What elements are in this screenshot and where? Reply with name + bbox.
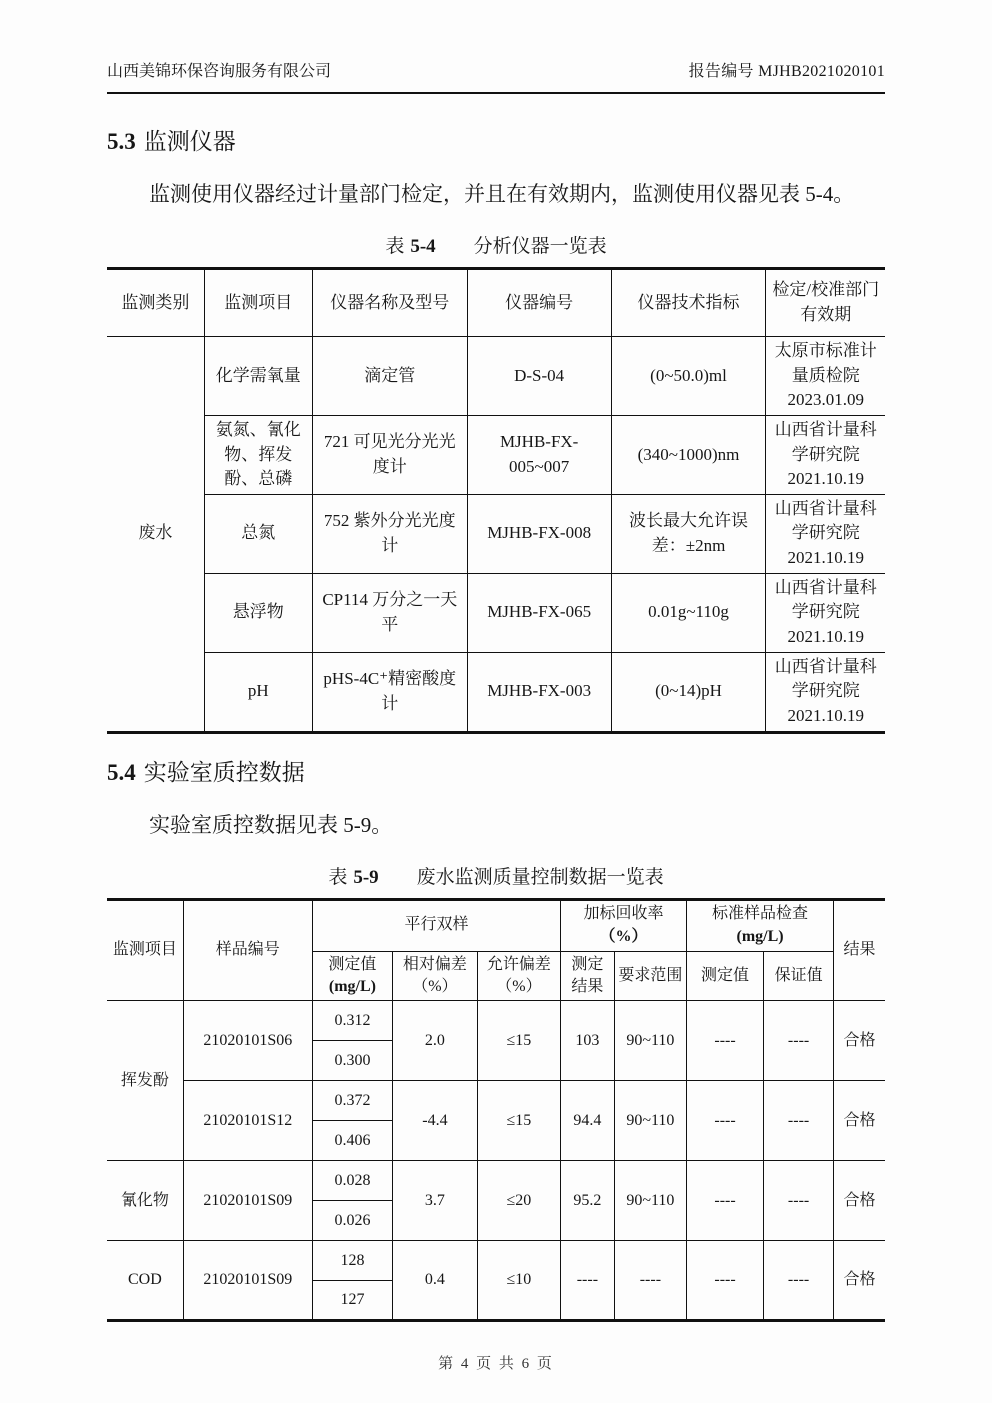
measured-value-cell: 0.406 xyxy=(312,1121,392,1161)
measured-value-cell: 0.028 xyxy=(312,1161,392,1201)
code-cell: MJHB-FX-008 xyxy=(467,494,611,573)
std-guaranteed-cell: ---- xyxy=(764,1161,834,1241)
dept-name: 山西省计量科学研究院 xyxy=(774,498,877,543)
measured-unit: (mg/L) xyxy=(328,978,376,995)
qc-data-table xyxy=(107,898,885,1323)
section-5-3-paragraph: 监测使用仪器经过计量部门检定，并且在有效期内，监测使用仪器见表 5-4。 xyxy=(149,182,855,206)
spike-range-cell: 90~110 xyxy=(614,1081,686,1161)
header-standard-sample xyxy=(687,899,834,951)
sample-id-cell: 21020101S12 xyxy=(183,1081,312,1161)
result-cell: 合格 xyxy=(834,1161,885,1241)
code-cell: MJHB-FX-003 xyxy=(467,652,611,732)
report-number: 报告编号 MJHB2021020101 xyxy=(688,63,885,80)
valid-date: 2021.10.19 xyxy=(787,469,864,489)
category-cell: 废水 xyxy=(107,337,204,733)
table-row xyxy=(107,573,885,652)
spike-result-cell: 95.2 xyxy=(561,1161,615,1241)
sample-id-cell: 21020101S06 xyxy=(183,1001,312,1081)
header-std-measured: 测定值 xyxy=(687,951,764,1001)
allowed-deviation-cell: ≤10 xyxy=(477,1241,560,1321)
spike-range-cell: ---- xyxy=(614,1241,686,1321)
valid-date: 2021.10.19 xyxy=(787,705,864,725)
relative-deviation-cell: -4.4 xyxy=(393,1081,478,1161)
section-title: 监测仪器 xyxy=(143,129,236,154)
header-spec: 仪器技术指标 xyxy=(611,269,766,337)
item-cell: 总氮 xyxy=(204,494,312,573)
section-5-4-heading xyxy=(107,754,885,787)
dept-cell xyxy=(766,337,885,416)
code-cell: MJHB-FX-005~007 xyxy=(467,415,611,494)
company-name: 山西美锦环保咨询服务有限公司 xyxy=(107,63,332,80)
instruments-table xyxy=(107,267,885,734)
caption-number: 5-9 xyxy=(353,866,379,888)
caption-title: 废水监测质量控制数据一览表 xyxy=(416,866,664,888)
spec-cell: (0~50.0)ml xyxy=(611,337,766,416)
measured-value-cell: 128 xyxy=(312,1241,392,1281)
std-measured-cell: ---- xyxy=(687,1161,764,1241)
item-cell: pH xyxy=(204,652,312,732)
header-item: 监测项目 xyxy=(204,269,312,337)
instrument-cell: pHS-4C⁺精密酸度计 xyxy=(312,652,467,732)
std-guaranteed-cell: ---- xyxy=(764,1081,834,1161)
instrument-cell: 滴定管 xyxy=(312,337,467,416)
valid-date: 2021.10.19 xyxy=(787,627,864,647)
relative-deviation-cell: 0.4 xyxy=(393,1241,478,1321)
table-row xyxy=(107,1001,885,1041)
section-number: 5.3 xyxy=(107,129,136,154)
table-row xyxy=(107,1161,885,1201)
relative-deviation-cell: 3.7 xyxy=(393,1161,478,1241)
header-allowed-deviation: 允许偏差（%） xyxy=(477,951,560,1001)
header-result: 结果 xyxy=(834,899,885,1001)
item-cell: 悬浮物 xyxy=(204,573,312,652)
section-number: 5.4 xyxy=(107,759,136,785)
dept-cell xyxy=(766,652,885,732)
measured-value-cell: 0.026 xyxy=(312,1201,392,1241)
allowed-deviation-cell: ≤15 xyxy=(477,1081,560,1161)
header-parallel-samples: 平行双样 xyxy=(312,899,560,951)
running-header xyxy=(107,0,885,94)
spike-result-cell: ---- xyxy=(561,1241,615,1321)
allowed-deviation-cell: ≤20 xyxy=(477,1161,560,1241)
measured-value-cell: 0.372 xyxy=(312,1081,392,1121)
valid-date: 2023.01.09 xyxy=(787,390,864,410)
allowed-deviation-cell: ≤15 xyxy=(477,1001,560,1081)
header-item: 监测项目 xyxy=(107,899,183,1001)
spike-label: 加标回收率 xyxy=(583,905,664,923)
header-category: 监测类别 xyxy=(107,269,204,337)
table-5-9-caption xyxy=(107,862,885,889)
code-cell: D-S-04 xyxy=(467,337,611,416)
dept-name: 太原市标准计量质检院 xyxy=(774,341,877,385)
sample-id-cell: 21020101S09 xyxy=(183,1161,312,1241)
header-spike-result: 测定结果 xyxy=(561,951,615,1001)
header-code: 仪器编号 xyxy=(467,269,611,337)
spike-result-cell: 94.4 xyxy=(561,1081,615,1161)
table-row xyxy=(107,652,885,732)
code-cell: MJHB-FX-065 xyxy=(467,573,611,652)
spec-cell: 波长最大允许误差：±2nm xyxy=(611,494,766,573)
header-dept: 检定/校准部门有效期 xyxy=(766,269,885,337)
std-measured-cell: ---- xyxy=(687,1081,764,1161)
caption-title: 分析仪器一览表 xyxy=(473,236,607,257)
measured-label: 测定值 xyxy=(328,955,377,973)
header-instrument: 仪器名称及型号 xyxy=(312,269,467,337)
result-cell: 合格 xyxy=(834,1081,885,1161)
std-measured-cell: ---- xyxy=(687,1001,764,1081)
section-5-3-heading xyxy=(107,123,885,156)
table-row xyxy=(107,337,885,416)
instruments-table-header-row xyxy=(107,269,885,337)
instrument-cell: 752 紫外分光光度计 xyxy=(312,494,467,573)
header-spike-range: 要求范围 xyxy=(614,951,686,1001)
spike-result-cell: 103 xyxy=(561,1001,615,1081)
dept-cell xyxy=(766,573,885,652)
dept-cell xyxy=(766,415,885,494)
item-cell: 挥发酚 xyxy=(107,1001,183,1161)
section-5-4-paragraph: 实验室质控数据见表 5-9。 xyxy=(149,812,393,837)
caption-number: 5-4 xyxy=(410,236,436,257)
instrument-cell: CP114 万分之一天平 xyxy=(312,573,467,652)
caption-prefix: 表 xyxy=(328,866,348,888)
instrument-cell: 721 可见光分光光度计 xyxy=(312,415,467,494)
item-cell: 氰化物 xyxy=(107,1161,183,1241)
std-measured-cell: ---- xyxy=(687,1241,764,1321)
spike-range-cell: 90~110 xyxy=(614,1161,686,1241)
spec-cell: 0.01g~110g xyxy=(611,573,766,652)
relative-deviation-cell: 2.0 xyxy=(393,1001,478,1081)
std-unit: (mg/L) xyxy=(736,927,784,945)
table-row xyxy=(107,1241,885,1281)
dept-name: 山西省计量科学研究院 xyxy=(774,577,877,622)
table-row xyxy=(107,494,885,573)
spec-cell: (0~14)pH xyxy=(611,652,766,732)
std-label: 标准样品检查 xyxy=(712,905,809,923)
result-cell: 合格 xyxy=(834,1241,885,1321)
measured-value-cell: 0.300 xyxy=(312,1041,392,1081)
table-row xyxy=(107,1081,885,1121)
spike-unit: （%） xyxy=(599,927,648,945)
table-row xyxy=(107,415,885,494)
sample-id-cell: 21020101S09 xyxy=(183,1241,312,1321)
dept-cell xyxy=(766,494,885,573)
dept-name: 山西省计量科学研究院 xyxy=(774,419,877,464)
spec-cell: (340~1000)nm xyxy=(611,415,766,494)
header-relative-deviation: 相对偏差（%） xyxy=(393,951,478,1001)
std-guaranteed-cell: ---- xyxy=(764,1241,834,1321)
table-5-4-caption xyxy=(107,231,885,258)
spike-range-cell: 90~110 xyxy=(614,1001,686,1081)
item-cell: COD xyxy=(107,1241,183,1321)
header-std-guaranteed: 保证值 xyxy=(764,951,834,1001)
qc-header-row-1 xyxy=(107,899,885,951)
section-title: 实验室质控数据 xyxy=(143,759,305,785)
std-guaranteed-cell: ---- xyxy=(764,1001,834,1081)
page-number: 第 4 页 共 6 页 xyxy=(438,1356,554,1373)
measured-value-cell: 127 xyxy=(312,1281,392,1321)
valid-date: 2021.10.19 xyxy=(787,548,864,568)
header-sample-id: 样品编号 xyxy=(183,899,312,1001)
header-measured-value xyxy=(312,951,392,1001)
item-cell: 化学需氧量 xyxy=(204,337,312,416)
result-cell: 合格 xyxy=(834,1001,885,1081)
item-cell: 氨氮、氰化物、挥发酚、总磷 xyxy=(204,415,312,494)
dept-name: 山西省计量科学研究院 xyxy=(774,656,877,701)
header-spike-recovery xyxy=(561,899,687,951)
caption-prefix: 表 xyxy=(385,236,405,257)
measured-value-cell: 0.312 xyxy=(312,1001,392,1041)
